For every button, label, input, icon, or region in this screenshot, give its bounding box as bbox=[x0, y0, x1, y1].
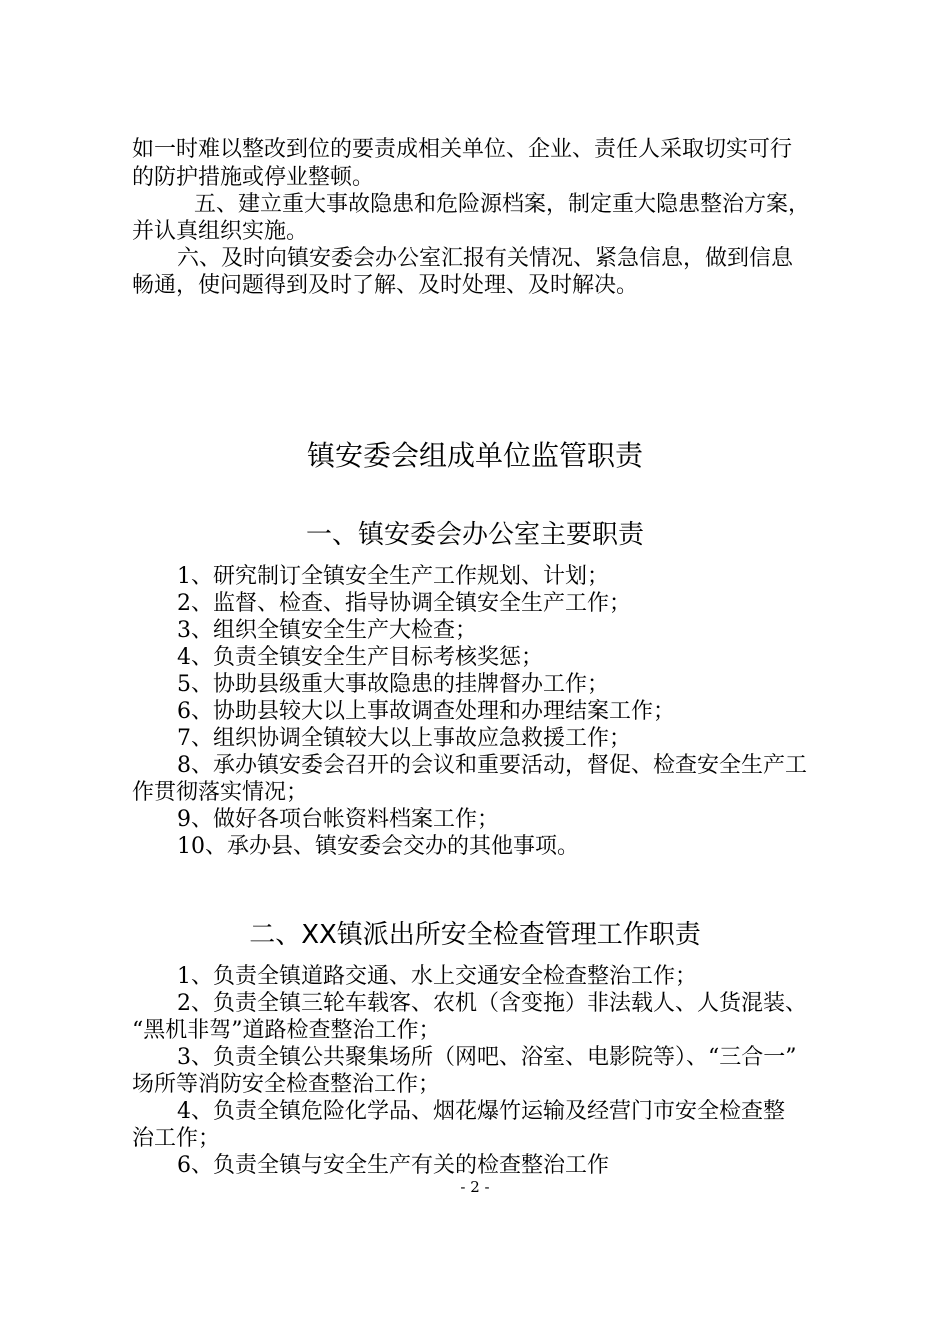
section1-item: 10、承办县、镇安委会交办的其他事项。 bbox=[177, 834, 579, 859]
intro-line: 五、建立重大事故隐患和危险源档案，制定重大隐患整治方案， bbox=[194, 192, 811, 217]
section2-item: 治工作； bbox=[132, 1126, 221, 1151]
intro-line: 六、及时向镇安委会办公室汇报有关情况、紧急信息，做到信息 bbox=[177, 246, 794, 271]
page-title: 镇安委会组成单位监管职责 bbox=[306, 439, 643, 472]
section1-item: 4、负责全镇安全生产目标考核奖惩； bbox=[177, 645, 543, 670]
intro-line: 的防护措施或停业整顿。 bbox=[132, 165, 375, 190]
page-number: - 2 - bbox=[460, 1178, 490, 1196]
section1-item: 8、承办镇安委会召开的会议和重要活动，督促、检查安全生产工 bbox=[177, 753, 807, 778]
section2-item: 场所等消防安全检查整治工作； bbox=[132, 1072, 441, 1097]
section1-item: 9、做好各项台帐资料档案工作； bbox=[177, 807, 499, 832]
section1-heading: 一、镇安委会办公室主要职责 bbox=[305, 520, 644, 550]
section2-item: 3、负责全镇公共聚集场所（网吧、浴室、电影院等）、“三合一” bbox=[177, 1045, 797, 1070]
section2-heading: 二、XX镇派出所安全检查管理工作职责 bbox=[249, 920, 701, 950]
section1-item: 1、研究制订全镇安全生产工作规划、计划； bbox=[177, 564, 609, 589]
section1-item: 2、监督、检查、指导协调全镇安全生产工作； bbox=[177, 591, 631, 616]
section1-item: 作贯彻落实情况； bbox=[132, 780, 309, 805]
intro-line: 畅通，使问题得到及时了解、及时处理、及时解决。 bbox=[132, 273, 639, 298]
section2-item: 4、负责全镇危险化学品、烟花爆竹运输及经营门市安全检查整 bbox=[177, 1099, 785, 1124]
intro-line: 并认真组织实施。 bbox=[132, 219, 309, 244]
section2-item: 1、负责全镇道路交通、水上交通安全检查整治工作； bbox=[177, 964, 697, 989]
section1-item: 5、协助县级重大事故隐患的挂牌督办工作； bbox=[177, 672, 609, 697]
intro-line: 如一时难以整改到位的要责成相关单位、企业、责任人采取切实可行 bbox=[132, 137, 793, 162]
section1-item: 6、协助县较大以上事故调查处理和办理结案工作； bbox=[177, 699, 675, 724]
section2-item: “黑机非驾”道路检查整治工作； bbox=[132, 1018, 441, 1043]
section2-item: 2、负责全镇三轮车载客、农机（含变拖）非法载人、人货混装、 bbox=[177, 991, 807, 1016]
section1-item: 3、组织全镇安全生产大检查； bbox=[177, 618, 477, 643]
section2-item: 6、负责全镇与安全生产有关的检查整治工作 bbox=[177, 1153, 609, 1178]
section1-item: 7、组织协调全镇较大以上事故应急救援工作； bbox=[177, 726, 631, 751]
